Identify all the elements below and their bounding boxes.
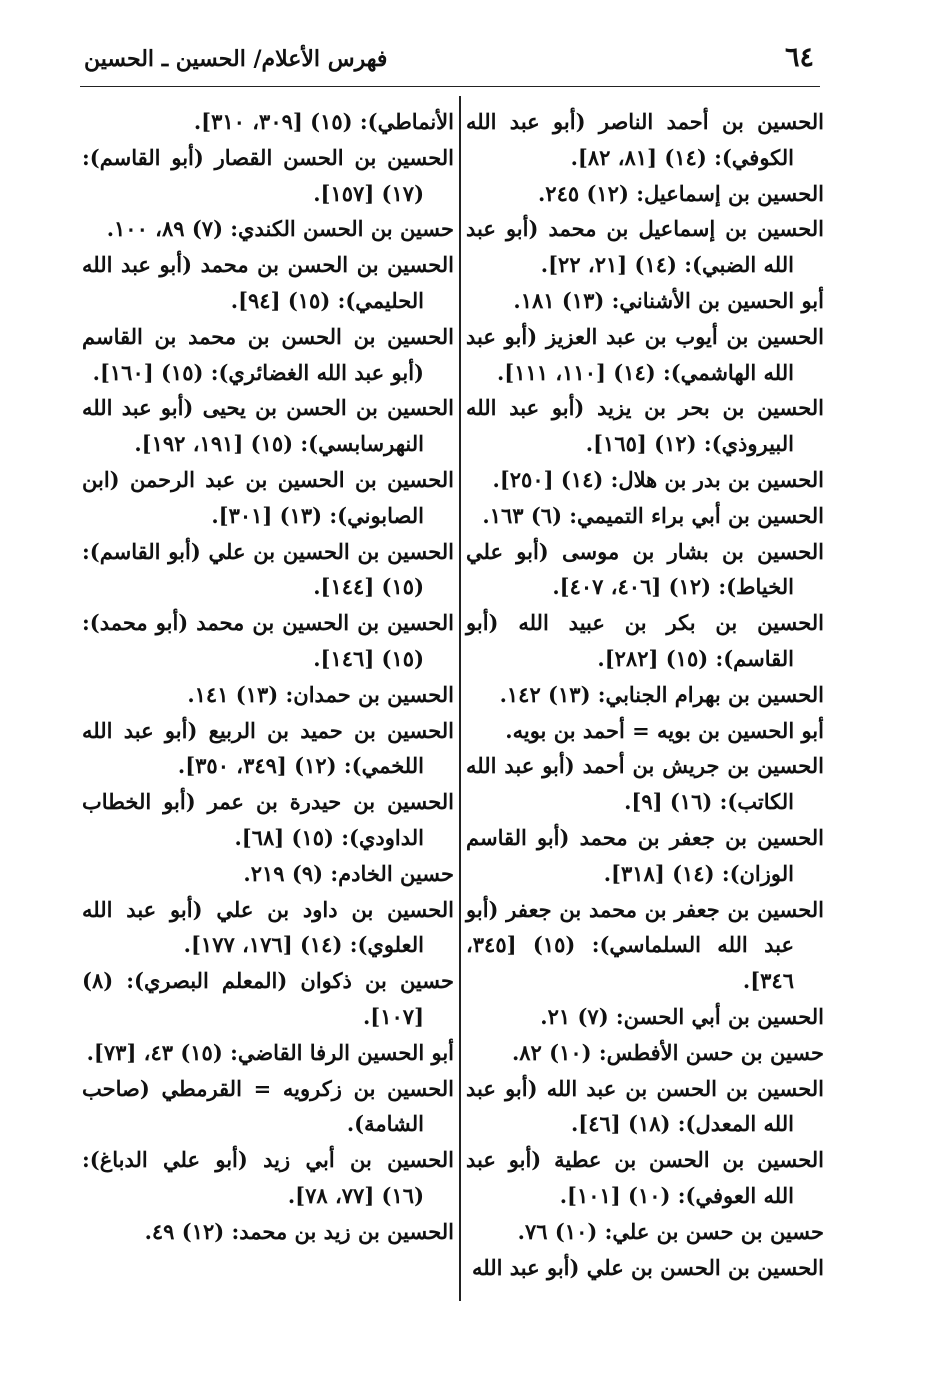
index-entry: الحسين بن أبي الحسن: (٧) ٢١. bbox=[540, 1003, 824, 1029]
page-header bbox=[80, 38, 820, 87]
index-entry: الحسين بن أحمد الناصر (أبو عبد الله الكوفي): (١٤) [٨١، ٨٢]. bbox=[466, 109, 824, 170]
index-column-right bbox=[466, 104, 824, 1285]
index-entry: الحسين بن بكر بن عبيد الله (أبو القاسم): (١٥) [٢٨٢]. bbox=[466, 610, 824, 671]
index-entry: الحسين بن بدر بن هلال: (١٤) [٢٥٠]. bbox=[492, 466, 824, 492]
index-entry: الحسين بن بشار بن موسى (أبو علي الخياط): (١٢) [٤٠٦، ٤٠٧]. bbox=[466, 538, 824, 600]
index-entry: حسين الخادم: (٩) ٢١٩. bbox=[243, 860, 454, 886]
index-entry: الحسين بن الحسن بن يحيى (أبو عبد الله النهرسابسي): (١٥) [١٩١، ١٩٢]. bbox=[82, 395, 454, 457]
index-entry: الأنماطي): (١٥) [٣٠٩، ٣١٠]. bbox=[193, 109, 454, 134]
index-entry: الحسين بن جعفر بن محمد (أبو القاسم الوزان): (١٤) [٣١٨]. bbox=[466, 824, 824, 886]
index-entry: الحسين بن أيوب بن عبد العزيز (أبو عبد الله الهاشمي): (١٤) [١١٠، ١١١]. bbox=[466, 323, 824, 385]
index-entry: الحسين بن إسماعيل: (١٢) ٢٤٥. bbox=[537, 180, 824, 206]
index-entry: الحسين بن الحسن القصار (أبو القاسم): (١٧) [١٥٧]. bbox=[82, 144, 454, 206]
index-entry: الحسين بن زكرويه = القرمطي (صاحب الشامة). bbox=[82, 1075, 454, 1137]
index-entry: الحسين بن الحسين بن محمد (أبو محمد): (١٥) [١٤٦]. bbox=[82, 610, 454, 671]
index-entry: الحسين بن إسماعيل بن محمد (أبو عبد الله الضبي): (١٤) [٢١، ٢٢]. bbox=[466, 216, 824, 278]
index-entry: أبو الحسين بن بويه = أحمد بن بويه. bbox=[505, 717, 824, 743]
index-entry: الحسين بن الحسين بن علي (أبو القاسم): (١٥) [١٤٤]. bbox=[82, 538, 454, 600]
index-entry: الحسين بن الحسن بن عبد الله (أبو عبد الله المعدل): (١٨) [٤٦]. bbox=[466, 1075, 824, 1137]
index-entry: الحسين بن جريش بن أحمد (أبو عبد الله الكاتب): (١٦) [٩]. bbox=[466, 753, 824, 815]
running-title: فهرس الأعلام/ الحسين ـ الحسين bbox=[84, 46, 388, 72]
index-entry: الحسين بن زيد بن محمد: (١٢) ٤٩. bbox=[144, 1218, 454, 1244]
index-entry: الحسين بن الحسين بن عبد الرحمن (ابن الصابوني): (١٣) [٣٠١]. bbox=[82, 466, 454, 528]
index-entry: الحسين بن حمدان: (١٣) ١٤١. bbox=[187, 681, 454, 707]
index-entry: أبو الحسين بن الأشناني: (١٣) ١٨١. bbox=[513, 287, 824, 313]
index-entry: الحسين بن أبي زيد (أبو علي الدباغ): (١٦) [٧٧، ٧٨]. bbox=[82, 1147, 454, 1208]
index-entry: حسين بن حسن الأفطس: (١٠) ٨٢. bbox=[511, 1039, 824, 1065]
page-number: ٦٤ bbox=[784, 42, 814, 73]
index-entry: الحسين بن الحسن بن محمد (أبو عبد الله الحليمي): (١٥) [٩٤]. bbox=[82, 252, 454, 313]
index-entry: الحسين بن الحسن بن عطية (أبو عبد الله العوفي): (١٠) [١٠١]. bbox=[466, 1147, 824, 1208]
index-entry: الحسين بن أبي براء التميمي: (٦) ١٦٣. bbox=[482, 502, 824, 528]
index-entry: الحسين بن بهرام الجنابي: (١٣) ١٤٢. bbox=[499, 681, 824, 707]
index-entry: حسين بن ذكوان (المعلم البصري): (٨) [١٠٧]. bbox=[82, 968, 454, 1029]
column-divider bbox=[459, 96, 461, 1301]
index-entry: الحسين بن جعفر بن محمد بن جعفر (أبو عبد الله السلماسي): (١٥) [٣٤٥، ٣٤٦]. bbox=[466, 896, 824, 994]
index-entry: الحسين بن حميد بن الربيع (أبو عبد الله اللخمي): (١٢) [٣٤٩، ٣٥٠]. bbox=[82, 717, 454, 779]
index-entry: الحسين بن حيدرة بن عمر (أبو الخطاب الداودي): (١٥) [٦٨]. bbox=[82, 789, 454, 850]
index-column-left bbox=[82, 104, 454, 1250]
index-entry: الحسين بن الحسن بن علي (أبو عبد الله bbox=[472, 1254, 824, 1280]
index-entry: حسين بن حسن بن علي: (١٠) ٧٦. bbox=[517, 1218, 824, 1244]
index-entry: الحسين بن بحر بن يزيد (أبو عبد الله البيروذي): (١٢) [١٦٥]. bbox=[466, 395, 824, 457]
index-entry: حسين بن الحسن الكندي: (٧) ٨٩، ١٠٠. bbox=[106, 216, 454, 242]
index-entry: أبو الحسين الرفا القاضي: (١٥) ٤٣، [٧٣]. bbox=[86, 1039, 454, 1065]
index-entry: الحسين بن داود بن علي (أبو عبد الله العلوي): (١٤) [١٧٦، ١٧٧]. bbox=[82, 896, 454, 958]
index-entry: الحسين بن الحسن بن محمد بن القاسم (أبو عبد الله الغضائري): (١٥) [١٦٠]. bbox=[82, 323, 454, 385]
